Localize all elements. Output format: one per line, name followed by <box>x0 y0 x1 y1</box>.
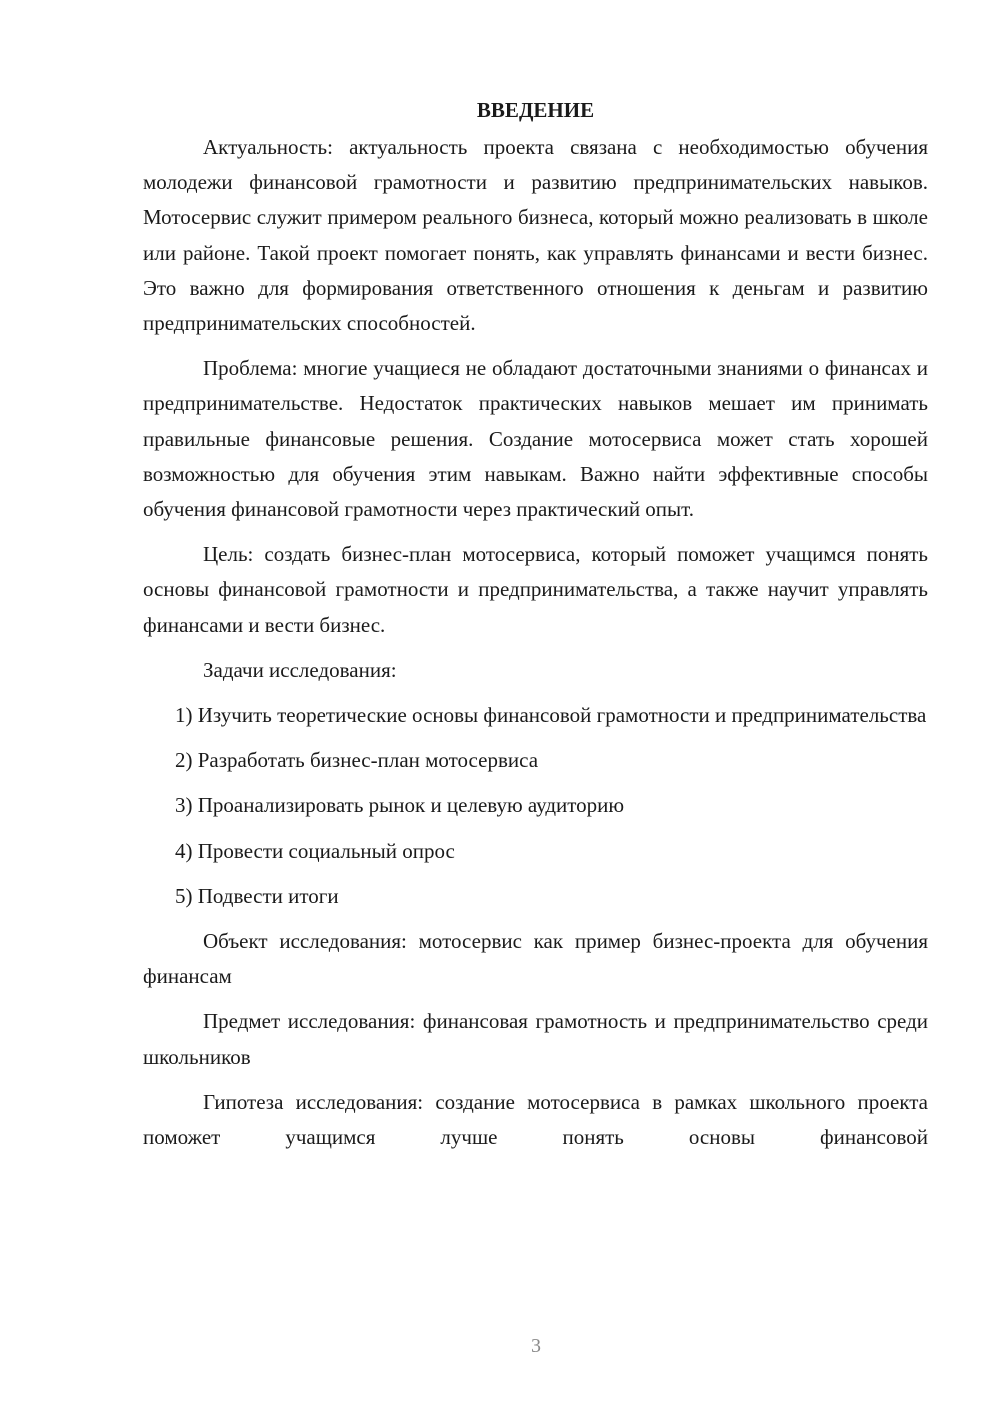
paragraph-hypothesis: Гипотеза исследования: создание мотосервиса в рамках школьного проекта поможет учащимся лучше понять основы финансовой <box>143 1089 928 1150</box>
task-item-1: 1) Изучить теоретические основы финансовой грамотности и предпринимательства <box>175 703 927 728</box>
section-heading: ВВЕДЕНИЕ <box>476 98 595 122</box>
paragraph-problem: Проблема: многие учащиеся не обладают достаточными знаниями о финансах и предпринимательстве. Недостаток практических навыков мешает им принимать правильные финансовые решения. Создание мотосервиса может стать хорошей возможностью для обучения этим навыкам. Важно найти эффективные способы обучения финансовой грамотности через практический опыт. <box>143 356 928 522</box>
task-item-5: 5) Подвести итоги <box>175 883 339 908</box>
paragraph-object: Объект исследования: мотосервис как пример бизнес-проекта для обучения финансам <box>143 929 928 989</box>
paragraph-goal: Цель: создать бизнес-план мотосервиса, который поможет учащимся понять основы финансовой грамотности и предпринимательства, а также научит управлять финансами и вести бизнес. <box>143 542 928 637</box>
paragraph-tasks-heading: Задачи исследования: <box>203 657 397 682</box>
document-page <box>143 92 928 1155</box>
task-item-4: 4) Провести социальный опрос <box>175 838 455 863</box>
task-item-3: 3) Проанализировать рынок и целевую аудиторию <box>175 793 625 818</box>
task-item-2: 2) Разработать бизнес-план мотосервиса <box>175 748 539 773</box>
page-number: 3 <box>531 1335 541 1357</box>
paragraph-subject: Предмет исследования: финансовая грамотность и предпринимательство среди школьников <box>143 1009 928 1069</box>
paragraph-relevance: Актуальность: актуальность проекта связана с необходимостью обучения молодежи финансовой грамотности и развитию предпринимательских навыков. Мотосервис служит примером реального бизнеса, который можно реализовать в школе или районе. Такой проект помогает понять, как управлять финансами и вести бизнес. Это важно для формирования ответственного отношения к деньгам и развитию предпринимательских способностей. <box>143 135 928 336</box>
